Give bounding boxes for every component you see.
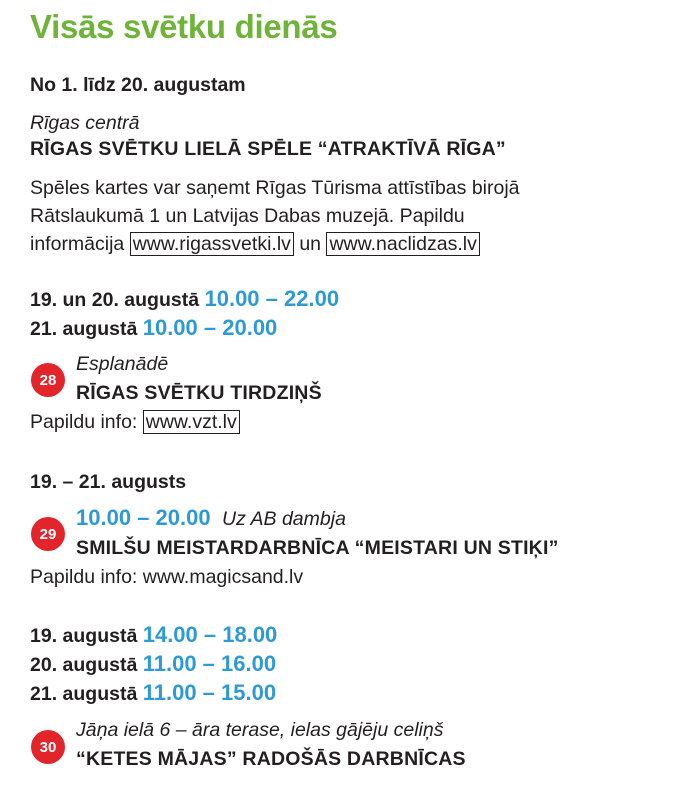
- s4-date-row3: [30, 680, 276, 707]
- s2-time2: 10.00 – 20.00: [142, 315, 278, 340]
- s4-time1: 14.00 – 18.00: [142, 622, 278, 647]
- s1-heading: RĪGAS SVĒTKU LIELĀ SPĒLE “ATRAKTĪVĀ RĪGA”: [30, 138, 506, 160]
- s4-location: Jāņa ielā 6 – āra terase, ielas gājēju celiņš: [76, 719, 444, 741]
- s3-info: Papildu info: www.magicsand.lv: [30, 566, 304, 588]
- s1-date: No 1. līdz 20. augustam: [30, 74, 246, 96]
- naclidzas-link[interactable]: www.naclidzas.lv: [326, 232, 479, 256]
- s2-heading: RĪGAS SVĒTKU TIRDZIŅŠ: [76, 382, 322, 404]
- s2-location: Esplanādē: [76, 353, 169, 375]
- s3-time-row: [76, 505, 346, 532]
- rigassvetki-link[interactable]: www.rigassvetki.lv: [130, 232, 294, 256]
- s3-heading: SMILŠU MEISTARDARBNĪCA “MEISTARI UN STIĶI”: [76, 537, 559, 559]
- s2-date-row1: [30, 286, 339, 313]
- s4-date1: 19. augustā: [30, 625, 138, 647]
- badge-28: 28: [31, 363, 65, 397]
- s4-date3: 21. augustā: [30, 683, 138, 705]
- s4-date-row1: [30, 622, 277, 649]
- s2-info: [30, 409, 240, 435]
- badge-30: 30: [31, 730, 65, 764]
- s1-desc-line2: Rātslaukumā 1 un Latvijas Dabas muzejā. Papildu: [30, 205, 465, 227]
- s2-date1: 19. un 20. augustā: [30, 289, 200, 311]
- s4-date2: 20. augustā: [30, 654, 138, 676]
- s1-desc-prefix: informācija: [30, 233, 130, 255]
- s2-date-row2: [30, 315, 277, 342]
- s4-heading: “KETES MĀJAS” RADOŠĀS DARBNĪCAS: [76, 748, 466, 770]
- s1-location: Rīgas centrā: [30, 112, 140, 134]
- badge-29: 29: [31, 517, 65, 551]
- s4-date-row2: [30, 651, 276, 678]
- vzt-link[interactable]: www.vzt.lv: [143, 410, 240, 434]
- s1-desc-line3: [30, 231, 480, 257]
- s1-desc-mid: un: [293, 233, 327, 255]
- s3-time: 10.00 – 20.00: [76, 505, 211, 530]
- page-title: Visās svētku dienās: [30, 8, 338, 45]
- s1-desc-line1: Spēles kartes var saņemt Rīgas Tūrisma attīstības birojā: [30, 177, 520, 199]
- s2-time1: 10.00 – 22.00: [204, 286, 340, 311]
- s3-date: 19. – 21. augusts: [30, 471, 187, 493]
- s4-time3: 11.00 – 15.00: [142, 680, 277, 705]
- s4-time2: 11.00 – 16.00: [142, 651, 277, 676]
- s3-location: Uz AB dambja: [222, 508, 346, 530]
- s2-date2: 21. augustā: [30, 318, 138, 340]
- s2-info-prefix: Papildu info:: [30, 411, 143, 433]
